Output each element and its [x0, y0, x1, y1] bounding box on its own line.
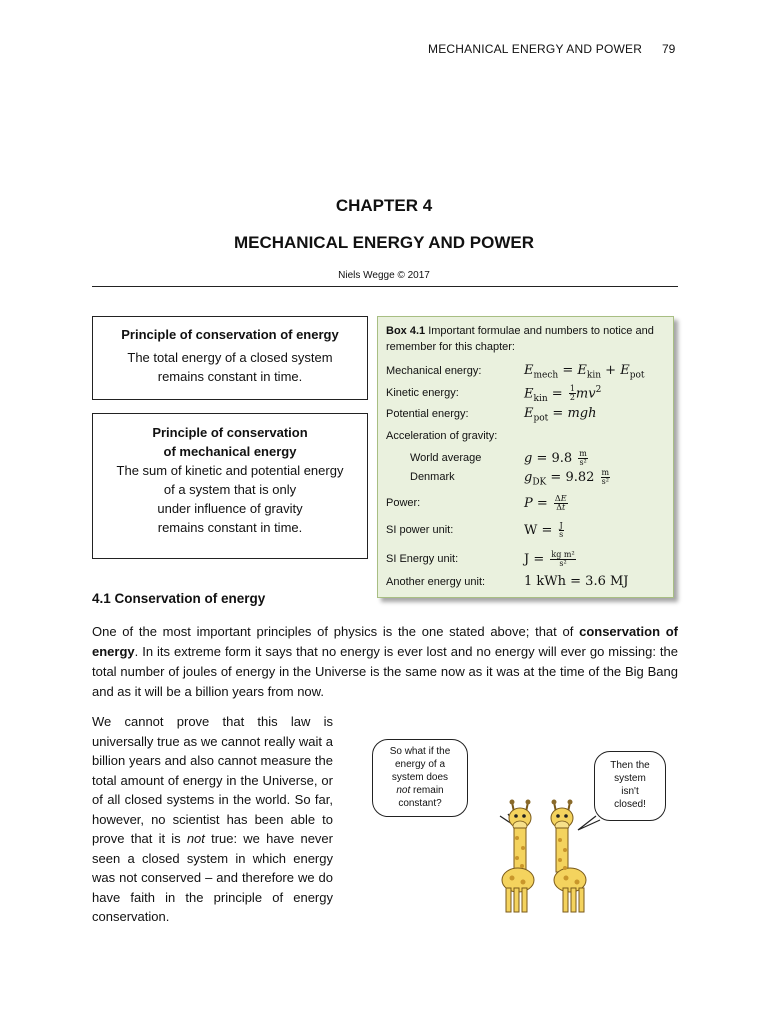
- formula-kwh: 1 kWh = 3.6 MJ: [524, 574, 629, 589]
- principle-body: [93, 348, 367, 387]
- box-intro: Important formulae and numbers to notice and remember for this chapter:: [386, 325, 654, 353]
- formula-box: [377, 316, 674, 598]
- principle-line: of a system that is only: [163, 482, 297, 497]
- text-run: One of the most important principles of physics is the one stated above; that of: [92, 624, 580, 639]
- bubble-line: constant?: [398, 798, 442, 809]
- formula-label: Potential energy:: [386, 408, 469, 420]
- formula-power: P = $\frac{\Delta E}{\Delta t}$: [524, 494, 567, 512]
- box-label: Box 4.1: [386, 325, 426, 337]
- text-run: We cannot prove that this law is universally true as we cannot really wait a billion years and also cannot measure the total amount of energy in the Universe, or of all closed systems in the world. So far, however, no scientist has been able to prove that it is: [92, 714, 333, 846]
- bubble-italic: not: [396, 785, 411, 796]
- formula-label: Acceleration of gravity:: [386, 430, 498, 442]
- chapter-title: MECHANICAL ENERGY AND POWER: [233, 233, 535, 252]
- section-heading: 4.1 Conservation of energy: [92, 591, 266, 606]
- bubble-line: [373, 784, 467, 797]
- formula-label: Another energy unit:: [386, 576, 486, 588]
- principle-line: The total energy of a closed system: [127, 349, 333, 365]
- formula-label: SI power unit:: [386, 524, 454, 536]
- giraffes-illustration: [460, 798, 640, 918]
- formula-mechanical-energy: $E_{mech} = E_{kin} + E_{pot}$: [524, 363, 645, 381]
- principle-line: remains constant in time.: [157, 369, 303, 384]
- principle-box-mechanical-energy: [92, 413, 368, 559]
- formula-kinetic-energy: $E_{kin}$ = $\frac{1}{2}$ $mv^2$: [524, 384, 602, 404]
- bubble-line: system: [614, 773, 646, 784]
- formula-label: Denmark: [410, 471, 455, 483]
- text-run: true: we have never seen a closed system in which energy was not conserved – and therefore we do have faith in the principle of energy conservation.: [92, 831, 333, 924]
- formula-label: Kinetic energy:: [386, 387, 459, 399]
- bubble-line: Then the: [610, 760, 650, 771]
- bold-term: conservation of energy: [92, 624, 679, 659]
- formula-denmark-gravity: $g_{DK} = 9.82$ $\frac{m}{\text{s²}}$: [524, 468, 610, 488]
- bubble-text: remain: [410, 785, 444, 796]
- running-header-title: MECHANICAL ENERGY AND POWER: [428, 42, 643, 56]
- bubble-line: energy of a: [394, 759, 446, 770]
- formula-label: SI Energy unit:: [386, 553, 459, 565]
- italic-term: not: [186, 831, 205, 846]
- formula-potential-energy: $E_{pot}$ = mgh: [524, 406, 597, 424]
- page-number: 79: [662, 42, 676, 56]
- text-run: . In its extreme form it says that no energy is ever lost and no energy will ever go missing: the total number of joules of energy in the Universe is the same now as it was at the time of the Big Bang and as it will be a billion years from now.: [92, 644, 678, 699]
- speech-bubble-left: [372, 739, 468, 817]
- title-divider: [92, 286, 678, 287]
- bubble-line: isn't: [621, 786, 639, 797]
- principle-line: The sum of kinetic and potential energy: [116, 463, 344, 478]
- bubble-tail-right: [578, 816, 600, 830]
- principle-title: of mechanical energy: [163, 444, 297, 459]
- author-byline: Niels Wegge © 2017: [338, 270, 430, 281]
- principle-line: remains constant in time.: [157, 520, 303, 535]
- formula-label: World average: [410, 452, 482, 464]
- formula-world-average-gravity: g = 9.8 $\frac{m}{\text{s²}}$: [524, 449, 587, 467]
- formula-label: Power:: [386, 497, 421, 509]
- bubble-line: closed!: [614, 799, 646, 810]
- principle-title: Principle of conservation: [152, 425, 308, 440]
- paragraph: [92, 712, 333, 927]
- formula-si-energy-unit: J = $\frac{\text{kg m²}}{\text{s²}}$: [524, 550, 575, 568]
- chapter-number: CHAPTER 4: [335, 196, 433, 215]
- formula-label: Mechanical energy:: [386, 365, 482, 377]
- giraffe-right-icon: [551, 800, 586, 913]
- bubble-line: system does: [391, 772, 449, 783]
- formula-si-power-unit: W = $\frac{J}{s}$: [524, 521, 564, 539]
- paragraph: [92, 622, 678, 702]
- formula-box-heading: [386, 323, 666, 355]
- principle-box-energy: [92, 316, 368, 400]
- bubble-line: So what if the: [389, 746, 451, 757]
- principle-line: under influence of gravity: [157, 501, 303, 516]
- principle-title: Principle of conservation of energy: [121, 327, 339, 342]
